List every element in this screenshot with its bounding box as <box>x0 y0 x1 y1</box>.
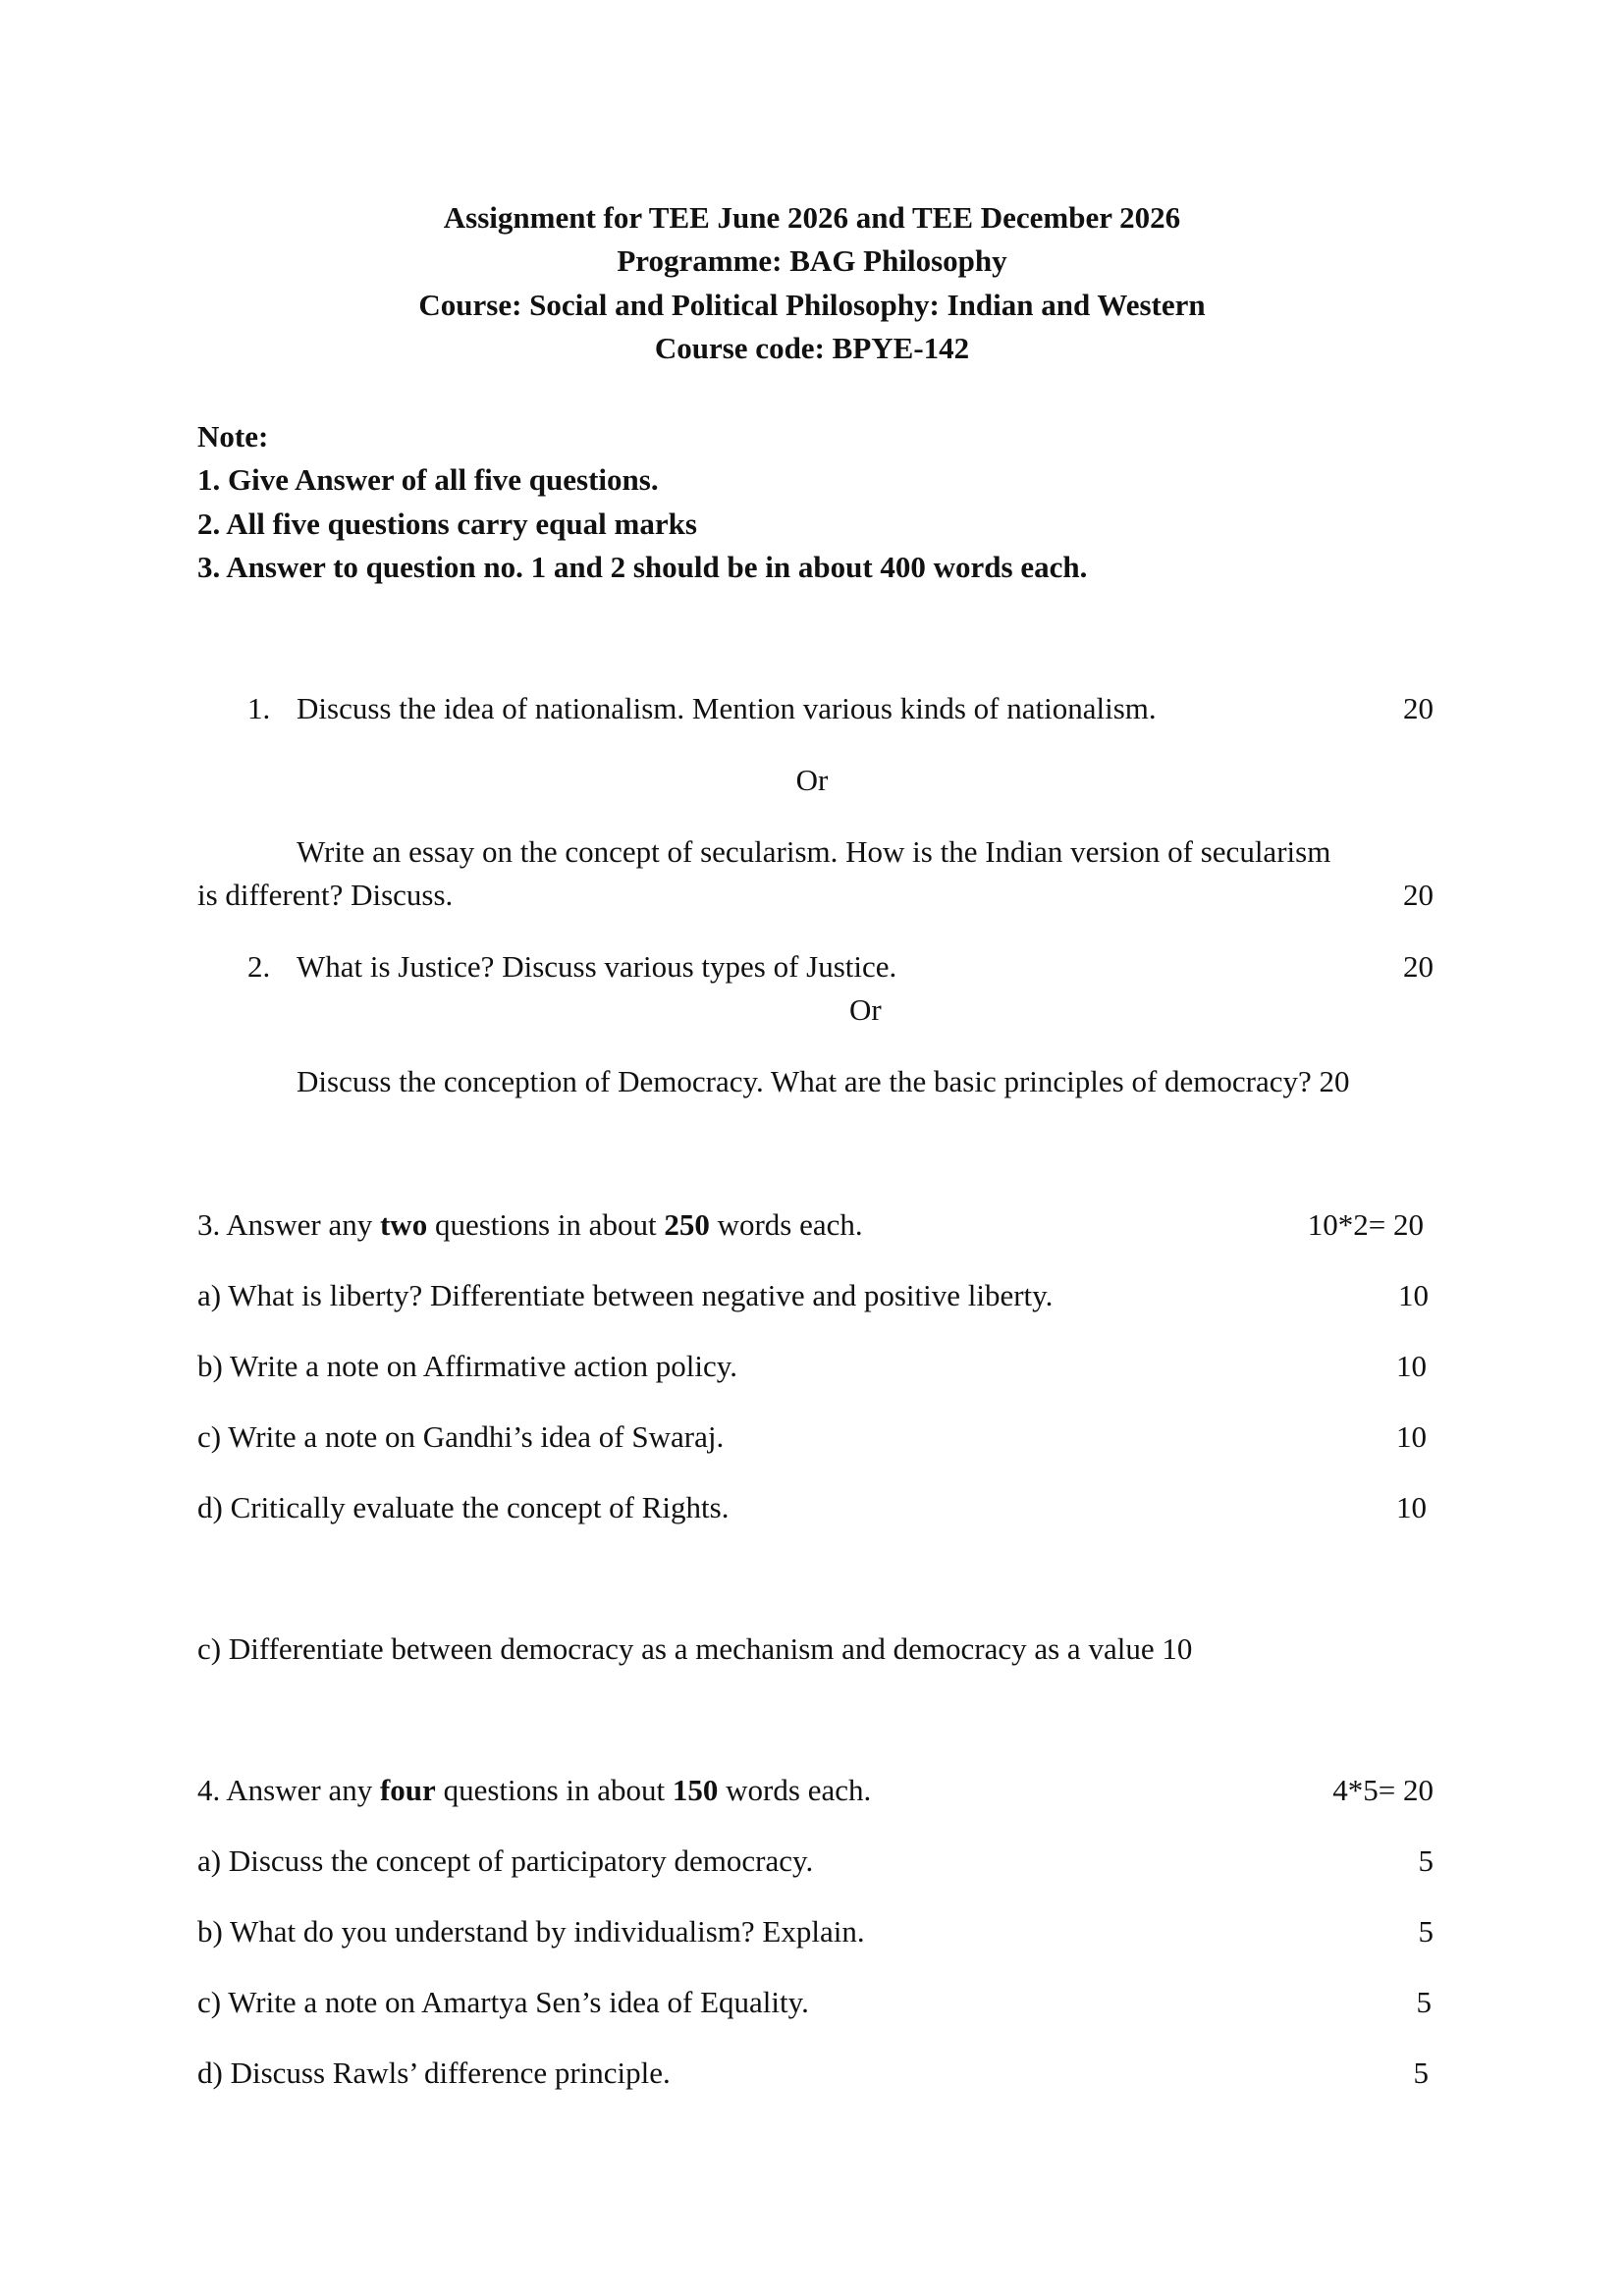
question-alt-text: Discuss the conception of Democracy. What are the basic principles of democracy? 20 <box>297 1064 1350 1098</box>
question-number: 1. <box>247 691 271 725</box>
sub-question: c) Write a note on Gandhi’s idea of Swaraj. <box>197 1419 725 1454</box>
or-separator: Or <box>795 763 829 797</box>
or-separator: Or <box>849 992 882 1027</box>
sub-question-marks: 10 <box>1398 1278 1429 1312</box>
note-title: Note: <box>197 419 269 454</box>
section-intro: 3. Answer any two questions in about 250 words each. <box>197 1207 863 1242</box>
sub-question: b) What do you understand by individualism? Explain. <box>197 1914 865 1949</box>
question-alt-text: Write an essay on the concept of secularism. How is the Indian version of secularism <box>297 834 1331 869</box>
sub-question-extra: c) Differentiate between democracy as a mechanism and democracy as a value 10 <box>197 1631 1193 1666</box>
course-line: Course: Social and Political Philosophy: Indian and Western <box>418 288 1206 322</box>
sub-question-marks: 5 <box>1416 1985 1432 2019</box>
sub-question: b) Write a note on Affirmative action policy. <box>197 1349 737 1383</box>
sub-question-marks: 10 <box>1396 1349 1427 1383</box>
question-marks: 20 <box>1403 691 1434 725</box>
sub-question-marks: 10 <box>1396 1490 1427 1524</box>
question-alt-text-cont: is different? Discuss. <box>197 878 454 912</box>
sub-question: c) Write a note on Amartya Sen’s idea of Equality. <box>197 1985 809 2019</box>
sub-question-marks: 5 <box>1418 1914 1434 1949</box>
sub-question: a) What is liberty? Differentiate between negative and positive liberty. <box>197 1278 1054 1312</box>
sub-question-marks: 5 <box>1418 1843 1434 1878</box>
question-text: What is Justice? Discuss various types of Justice. <box>297 949 897 984</box>
section-marks: 4*5= 20 <box>1332 1773 1434 1807</box>
note-item: 2. All five questions carry equal marks <box>197 507 697 541</box>
question-number: 2. <box>247 949 271 984</box>
sub-question: d) Discuss Rawls’ difference principle. <box>197 2056 671 2090</box>
sub-question-marks: 10 <box>1396 1419 1427 1454</box>
section-marks: 10*2= 20 <box>1307 1207 1424 1242</box>
sub-question-marks: 5 <box>1413 2056 1429 2090</box>
note-item: 1. Give Answer of all five questions. <box>197 462 659 497</box>
course-code-line: Course code: BPYE-142 <box>654 331 970 365</box>
question-text: Discuss the idea of nationalism. Mention various kinds of nationalism. <box>297 691 1157 725</box>
section-intro: 4. Answer any four questions in about 150 words each. <box>197 1773 872 1807</box>
sub-question: d) Critically evaluate the concept of Rights. <box>197 1490 730 1524</box>
question-marks: 20 <box>1403 878 1434 912</box>
programme-line: Programme: BAG Philosophy <box>617 243 1007 278</box>
header-title: Assignment for TEE June 2026 and TEE December 2026 <box>443 200 1181 235</box>
sub-question: a) Discuss the concept of participatory democracy. <box>197 1843 814 1878</box>
question-marks: 20 <box>1403 949 1434 984</box>
note-item: 3. Answer to question no. 1 and 2 should be in about 400 words each. <box>197 550 1088 584</box>
